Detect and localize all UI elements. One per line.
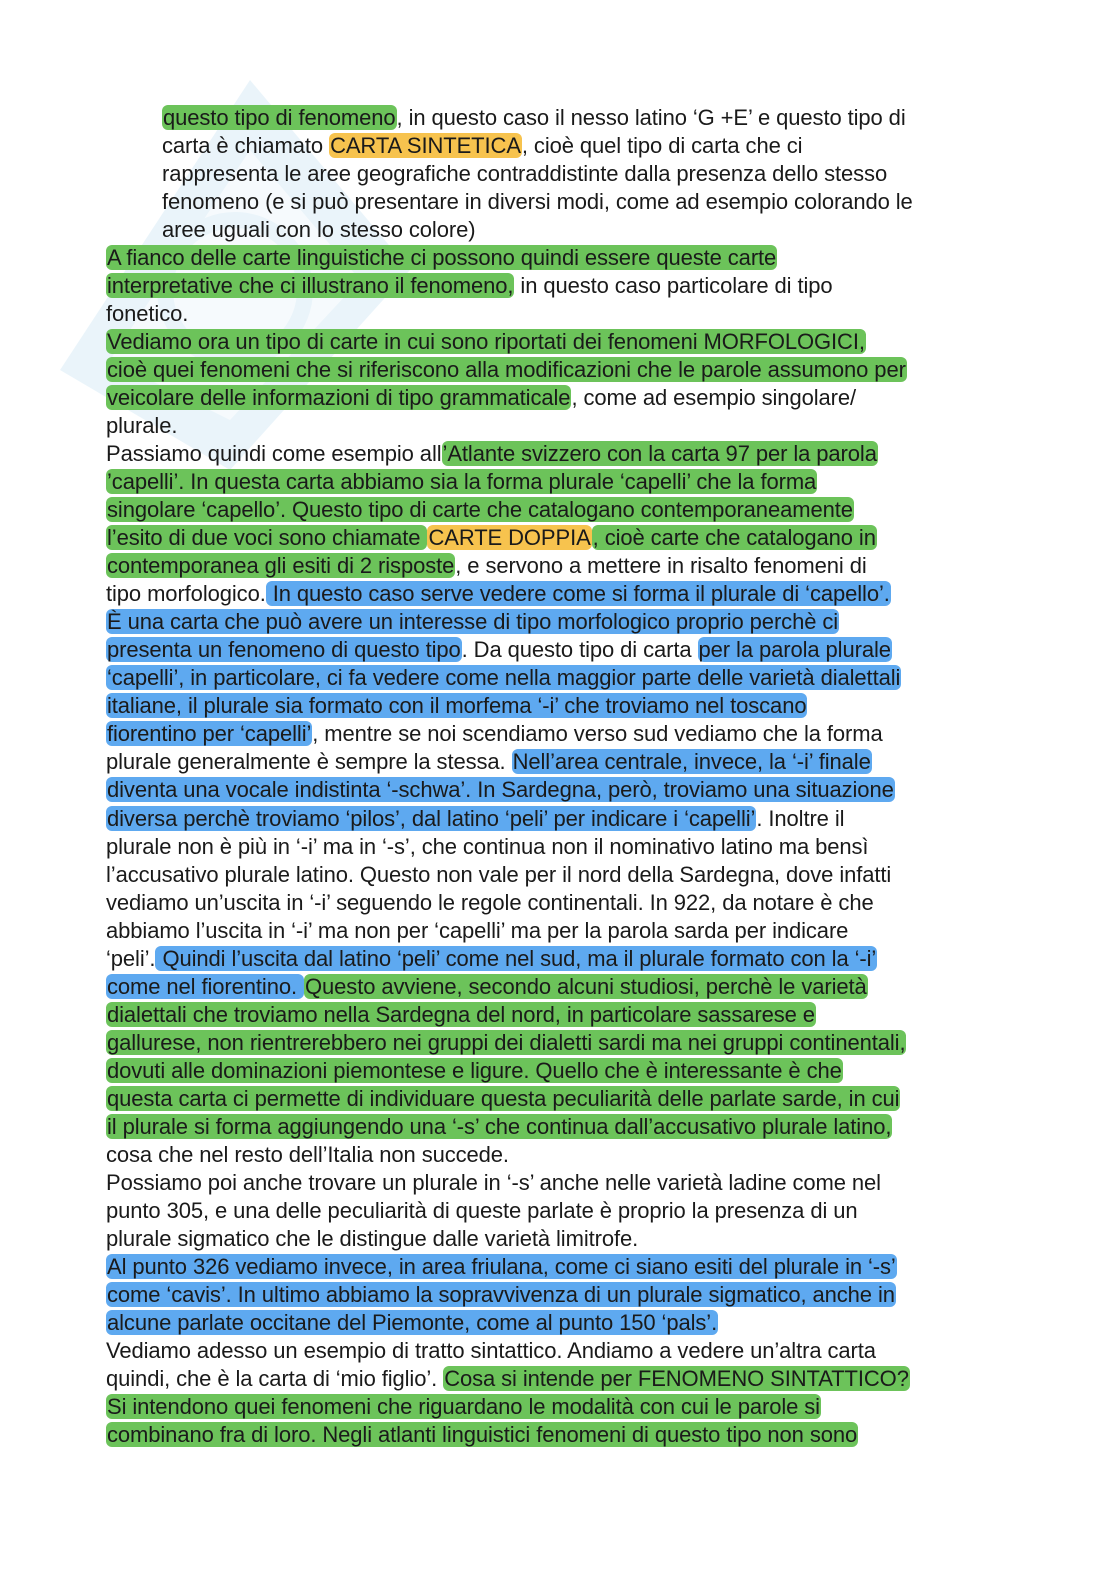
highlighted-text: questa carta ci permette di individuare questa peculiarità delle parlate sarde, in cui xyxy=(107,1085,900,1111)
text-segment: plurale. xyxy=(106,413,178,439)
text-segment: abbiamo l’uscita in ‘-i’ ma non per ‘capelli’ ma per la parola sarda per indicare xyxy=(106,917,849,943)
text-segment: fenomeno (e si può presentare in diversi modi, come ad esempio colorando le xyxy=(162,189,913,215)
text-line xyxy=(106,244,1016,272)
text-line xyxy=(106,1365,1016,1393)
text-segment: tipo morfologico. xyxy=(106,581,266,607)
text-line xyxy=(106,889,1016,917)
text-segment: quindi, che è la carta di ‘mio figlio’. xyxy=(106,1365,444,1391)
text-line xyxy=(106,1337,1016,1365)
highlighted-text: cioè quei fenomeni che si riferiscono alla modificazioni che le parole assumono per xyxy=(107,357,906,383)
highlighted-text: A fianco delle carte linguistiche ci possono quindi essere queste carte xyxy=(107,245,777,271)
text-segment: cosa che nel resto dell’Italia non succede. xyxy=(106,1141,509,1167)
highlighted-text: presenta un fenomeno di questo tipo xyxy=(107,637,461,663)
text-line xyxy=(106,1113,1016,1141)
highlighted-text: ’Atlante svizzero con la carta 97 per la parola xyxy=(442,441,877,467)
highlighted-text: Si intendono quei fenomeni che riguardano le modalità con cui le parole si xyxy=(107,1393,820,1419)
text-segment: carta è chiamato xyxy=(162,133,330,159)
text-segment: fonetico. xyxy=(106,301,189,327)
highlighted-text: Quindi l’uscita dal latino ‘peli’ come nel sud, ma il plurale formato con la ‘-i’ xyxy=(156,945,877,971)
text-segment: , cioè quel tipo di carta che ci xyxy=(521,133,803,159)
highlighted-text: diversa perchè troviamo ‘pilos’, dal latino ‘peli’ per indicare i ‘capelli’ xyxy=(107,805,756,831)
text-line xyxy=(106,1393,1016,1421)
text-segment: plurale non è più in ‘-i’ ma in ‘-s’, che continua non il nominativo latino ma bensì xyxy=(106,833,869,859)
text-line xyxy=(106,917,1016,945)
text-line xyxy=(106,300,1016,328)
text-segment: . Da questo tipo di carta xyxy=(461,637,698,663)
text-line xyxy=(106,272,1016,300)
highlighted-text: italiane, il plurale sia formato con il morfema ‘-i’ che troviamo nel toscano xyxy=(107,693,807,719)
highlighted-text: il plurale si forma aggiungendo una ‘-s’ che continua dall’accusativo plurale latino, xyxy=(107,1113,892,1139)
highlighted-text: Cosa si intende per FENOMENO SINTATTICO? xyxy=(444,1365,909,1391)
highlighted-text: alcune parlate occitane del Piemonte, come al punto 150 ‘pals’. xyxy=(107,1309,718,1335)
text-line xyxy=(106,1225,1016,1253)
text-segment: , mentre se noi scendiamo verso sud vediamo che la forma xyxy=(312,721,883,747)
text-segment: Possiamo poi anche trovare un plurale in ‘-s’ anche nelle varietà ladine come nel xyxy=(106,1169,881,1195)
highlighted-text: ‘capelli’, in particolare, ci fa vedere come nella maggior parte delle varietà dialettali xyxy=(107,665,901,691)
text-line xyxy=(106,664,1016,692)
text-line xyxy=(162,160,1072,188)
highlighted-text: È una carta che può avere un interesse di tipo morfologico proprio perchè ci xyxy=(107,609,839,635)
text-segment: l’accusativo plurale latino. Questo non vale per il nord della Sardegna, dove infatti xyxy=(106,861,892,887)
highlighted-text: In questo caso serve vedere come si forma il plurale di ‘capello’. xyxy=(266,581,890,607)
text-line xyxy=(106,1281,1016,1309)
highlighted-text: combinano fra di loro. Negli atlanti linguistici fenomeni di questo tipo non sono xyxy=(107,1421,858,1447)
highlighted-text: dialettali che troviamo nella Sardegna del nord, in particolare sassarese e xyxy=(107,1001,815,1027)
text-line xyxy=(106,1085,1016,1113)
text-line xyxy=(106,440,1016,468)
text-line xyxy=(162,188,1072,216)
text-line xyxy=(162,216,1072,244)
text-segment: vediamo un’uscita in ‘-i’ seguendo le regole continentali. In 922, da notare è che xyxy=(106,889,874,915)
text-line xyxy=(106,384,1016,412)
highlighted-text: Al punto 326 vediamo invece, in area friulana, come ci siano esiti del plurale in ‘-s’ xyxy=(107,1253,896,1279)
text-line xyxy=(106,776,1016,804)
highlighted-text: ’capelli’. In questa carta abbiamo sia la forma plurale ‘capelli’ che la forma xyxy=(107,469,817,495)
text-line xyxy=(106,748,1016,776)
text-line xyxy=(106,720,1016,748)
text-segment: rappresenta le aree geografiche contraddistinte dalla presenza dello stesso xyxy=(162,161,888,187)
text-segment: Vediamo adesso un esempio di tratto sintattico. Andiamo a vedere un’altra carta xyxy=(106,1337,876,1363)
highlighted-text: diventa una vocale indistinta ‘-schwa’. In Sardegna, però, troviamo una situazione xyxy=(107,777,894,803)
text-segment: plurale sigmatico che le distingue dalle varietà limitrofe. xyxy=(106,1225,639,1251)
text-line xyxy=(106,524,1016,552)
text-line xyxy=(106,1421,1016,1449)
highlighted-text: fiorentino per ‘capelli’ xyxy=(107,721,312,747)
text-line xyxy=(106,356,1016,384)
text-line xyxy=(106,692,1016,720)
text-line xyxy=(106,861,1016,889)
text-segment: , e servono a mettere in risalto fenomeni di xyxy=(455,553,867,579)
highlighted-text: contemporanea gli esiti di 2 risposte xyxy=(107,553,455,579)
text-segment: . Inoltre il xyxy=(756,805,845,831)
text-line xyxy=(106,1253,1016,1281)
text-line xyxy=(106,1309,1016,1337)
text-segment: plurale generalmente è sempre la stessa. xyxy=(106,749,512,775)
highlighted-text: questo tipo di fenomeno xyxy=(163,105,396,130)
text-line xyxy=(106,552,1016,580)
text-segment: aree uguali con lo stesso colore) xyxy=(162,217,476,243)
text-line xyxy=(106,1197,1016,1225)
text-line xyxy=(106,945,1016,973)
text-line xyxy=(106,1141,1016,1169)
text-line xyxy=(162,104,1072,132)
text-segment: , in questo caso il nesso latino ‘G +E’ e questo tipo di xyxy=(396,105,906,130)
text-segment: in questo caso particolare di tipo xyxy=(514,273,833,299)
highlighted-text: CARTE DOPPIA xyxy=(428,525,591,551)
text-segment: , come ad esempio singolare/ xyxy=(571,385,857,411)
text-line xyxy=(106,496,1016,524)
highlighted-text: per la parola plurale xyxy=(698,637,891,663)
text-line xyxy=(106,805,1016,833)
text-line xyxy=(106,412,1016,440)
text-line xyxy=(106,580,1016,608)
highlighted-text: singolare ‘capello’. Questo tipo di carte che catalogano contemporaneamente xyxy=(107,497,853,523)
text-segment: Passiamo quindi come esempio all xyxy=(106,441,442,467)
text-line xyxy=(162,132,1072,160)
highlighted-text: dovuti alle dominazioni piemontese e ligure. Quello che è interessante è che xyxy=(107,1057,842,1083)
highlighted-text: l’esito di due voci sono chiamate xyxy=(107,525,427,551)
highlighted-text: Nell’area centrale, invece, la ‘-i’ finale xyxy=(512,749,871,775)
highlighted-text: gallurese, non rientrerebbero nei gruppi dei dialetti sardi ma nei gruppi continentali, xyxy=(107,1029,906,1055)
highlighted-text: interpretative che ci illustrano il fenomeno, xyxy=(107,273,514,299)
text-segment: punto 305, e una delle peculiarità di queste parlate è proprio la presenza di un xyxy=(106,1197,858,1223)
highlighted-text: , cioè carte che catalogano in xyxy=(592,525,876,551)
text-line xyxy=(106,833,1016,861)
highlighted-text: come ‘cavis’. In ultimo abbiamo la sopravvivenza di un plurale sigmatico, anche in xyxy=(107,1281,895,1307)
text-line xyxy=(106,1001,1016,1029)
text-line xyxy=(106,636,1016,664)
text-line xyxy=(106,468,1016,496)
highlighted-text: veicolare delle informazioni di tipo grammaticale xyxy=(107,385,571,411)
highlighted-text: Questo avviene, secondo alcuni studiosi, perchè le varietà xyxy=(305,973,867,999)
text-line xyxy=(106,328,1016,356)
text-line xyxy=(106,1057,1016,1085)
highlighted-text: Vediamo ora un tipo di carte in cui sono riportati dei fenomeni MORFOLOGICI, xyxy=(107,329,865,355)
highlighted-text: come nel fiorentino. xyxy=(107,973,304,999)
highlighted-text: CARTA SINTETICA xyxy=(330,133,521,159)
text-line xyxy=(106,973,1016,1001)
text-segment: ‘peli’. xyxy=(106,945,156,971)
text-line xyxy=(106,1169,1016,1197)
text-line xyxy=(106,608,1016,636)
text-line xyxy=(106,1029,1016,1057)
